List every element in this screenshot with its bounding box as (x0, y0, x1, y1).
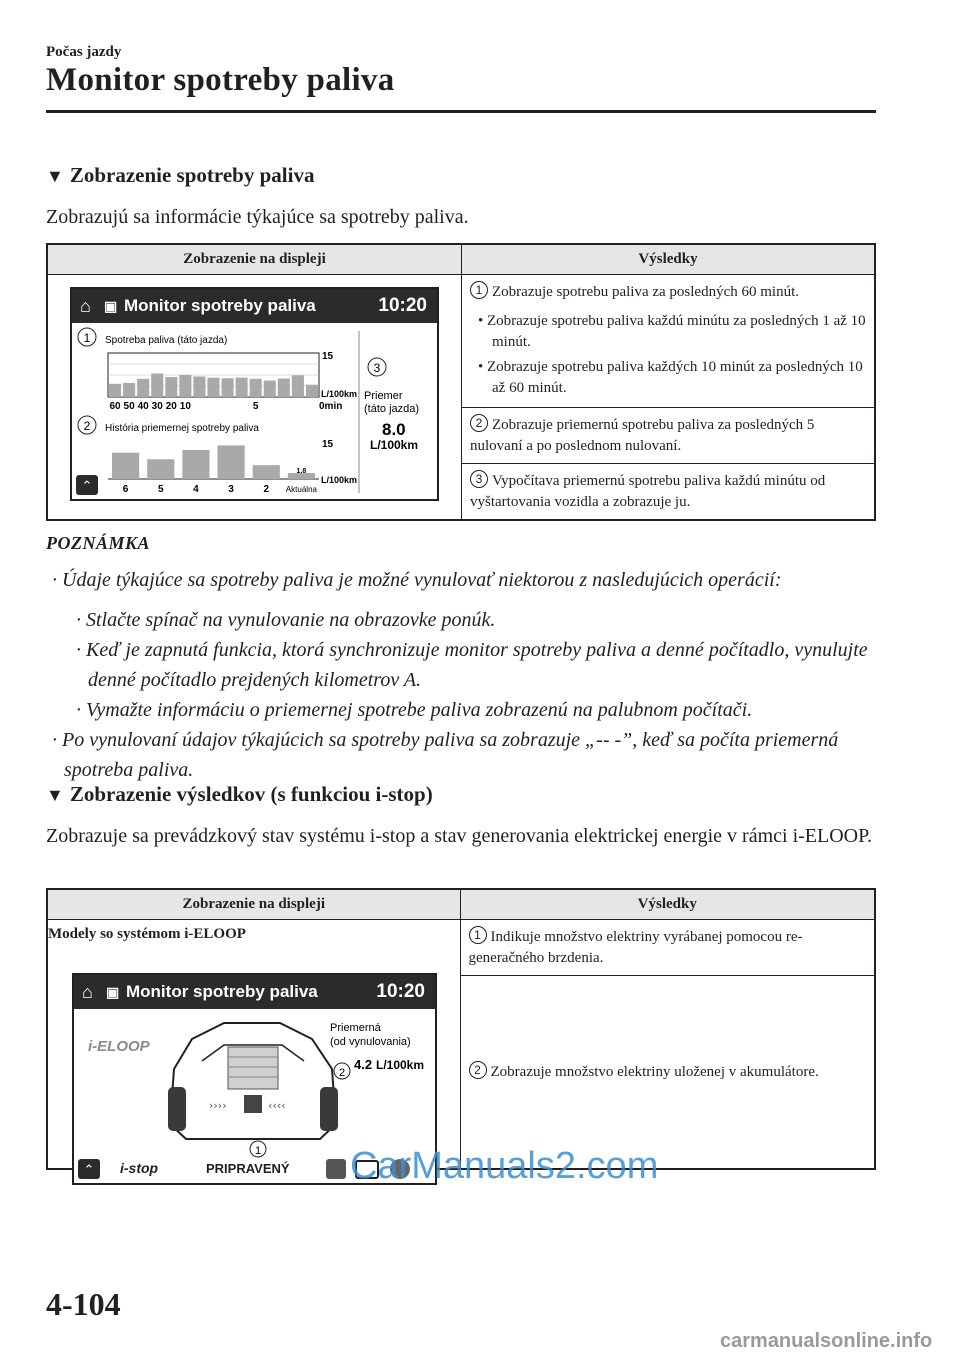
callout-2-text: 2 (83, 418, 91, 433)
wheel-left (168, 1087, 186, 1131)
num-1-icon: 1 (469, 926, 487, 944)
page-number: 4-104 (46, 1286, 121, 1322)
display-cell-2 (47, 919, 460, 1178)
bar (292, 375, 304, 397)
fuel-monitor-screen (70, 287, 439, 501)
bar (109, 383, 121, 396)
x-tick: 50 (123, 400, 135, 412)
history-bar (182, 450, 209, 479)
x-tick-2: 6 (122, 483, 129, 495)
y-unit-2: L/100km (321, 474, 358, 485)
history-bar (147, 459, 174, 479)
site-watermark: carmanualsonline.info (720, 1330, 933, 1352)
istop-table (46, 888, 876, 1178)
x-tick-2: 4 (193, 483, 199, 495)
avg-label-2: (táto jazda) (364, 402, 420, 415)
col-display: Zobrazenie na displeji (47, 244, 462, 274)
result-1-bullet-2: • Zobrazuje spotrebu paliva každých 10 minút za posledných 10 až 60 minút. (478, 358, 863, 396)
triangle-icon: ▼ (46, 785, 64, 805)
engine-icon (326, 1159, 346, 1179)
home-icon: ⌂ (80, 295, 91, 316)
avg-label-1: Priemerná (330, 1021, 381, 1034)
history-bar (253, 465, 280, 479)
avg-label-1: Priemer (364, 389, 403, 402)
history-bar (218, 445, 245, 479)
model-label: Modely so systémom i-ELOOP (48, 925, 246, 942)
flow-right-icon: ‹‹‹‹ (268, 1098, 286, 1112)
col-display: Zobrazenie na displeji (47, 889, 460, 919)
bar (236, 377, 248, 396)
watermark-logo: CarManuals2.com (350, 1145, 659, 1187)
chart-bottom (105, 423, 357, 495)
bar (137, 378, 149, 396)
result-4: 1 Indikuje množstvo elektriny vyrábanej pomocou regeneračného brzdenia. (460, 919, 875, 975)
avg-unit: L/100km (376, 1057, 425, 1072)
screen-title: Monitor spotreby paliva (124, 295, 316, 315)
screen-titlebar-2 (74, 975, 435, 1009)
y-max-label-2: 15 (322, 438, 334, 450)
x-tick: 40 (137, 400, 149, 412)
bar (207, 377, 219, 396)
screen-titlebar (72, 289, 437, 323)
section-label: Počas jazdy (46, 44, 122, 60)
screen-time: 10:20 (378, 294, 427, 316)
num-2-icon: 2 (469, 1061, 487, 1079)
screen-time-2: 10:20 (376, 980, 425, 1002)
section-heading-text: Zobrazenie výsledkov (s funkciou i-stop) (69, 782, 433, 806)
bar (179, 375, 191, 397)
col-results: Výsledky (462, 244, 876, 274)
section-heading-fuel (46, 163, 314, 188)
bar (278, 378, 290, 396)
monitor-icon: ▣ (106, 983, 120, 1000)
monitor-icon: ▣ (104, 297, 118, 314)
y-max-label: 15 (322, 350, 334, 362)
callout-1-text: 1 (83, 330, 91, 345)
x-tick-2: 2 (263, 483, 270, 495)
istop-logo: i-stop (120, 1159, 159, 1176)
x-tick-2: 5 (157, 483, 164, 495)
ready-label: PRIPRAVENÝ (206, 1160, 290, 1176)
x-zero-label: 0min (319, 400, 343, 412)
triangle-icon: ▼ (46, 166, 64, 186)
result-3: 3 Vypočítava priemernú spotrebu paliva každú minútu od vyštartovania vozidla a zobrazuje ju. (462, 463, 876, 520)
num-2-icon: 2 (470, 414, 488, 432)
callout-3-text: 3 (373, 360, 381, 375)
x-tick: 20 (165, 400, 177, 412)
bar (264, 380, 276, 396)
ieloop-logo: i-ELOOP (88, 1037, 150, 1055)
title-rule (46, 110, 876, 113)
result-1 (462, 274, 876, 407)
chevron-up-icon: ⌃ (83, 1162, 95, 1178)
y-unit: L/100km (321, 388, 358, 399)
fuel-chart (72, 323, 437, 499)
screen-title-2: Monitor spotreby paliva (126, 981, 318, 1001)
section-heading-text: Zobrazenie spotreby paliva (69, 163, 315, 187)
note-sub-1: · Stlačte spínač na vynulovanie na obrazovke ponúk. (76, 609, 496, 631)
battery-icon (244, 1095, 262, 1113)
chart-top (105, 335, 357, 412)
current-value: 1.8 (296, 467, 307, 475)
result-2: 2 Zobrazuje priemernú spotrebu paliva za posledných 5 nulovaní a po poslednom nulovaní. (462, 407, 876, 463)
capacitor-stack (228, 1047, 278, 1089)
home-icon: ⌂ (82, 981, 93, 1002)
callout-2-text: 2 (338, 1066, 346, 1079)
bar (193, 376, 205, 397)
display-cell (47, 274, 462, 520)
x-tick: 5 (252, 400, 259, 412)
chevron-up-icon: ⌃ (81, 478, 93, 494)
note-sub-3: · Vymažte informáciu o priemernej spotrebe paliva zobrazenú na palubnom počítači. (76, 699, 753, 721)
flow-left-icon: ›››› (209, 1098, 227, 1112)
x-tick: 30 (151, 400, 163, 412)
note-bullet-1: · Údaje týkajúce sa spotreby paliva je možné vynulovať niektorou z nasledujúcich operácií: (52, 569, 782, 591)
callout-1-text: 1 (254, 1144, 262, 1157)
intro-text: Zobrazujú sa informácie týkajúce sa spotreby paliva. (46, 206, 469, 228)
x-tick: 60 (109, 400, 121, 412)
note-title: POZNÁMKA (46, 533, 151, 553)
note-sub-2: · Keď je zapnutá funkcia, ktorá synchronizuje monitor spotreby paliva a denné počítadlo, vynulujte denné počítadlo prejdených kilometrov A. (76, 639, 868, 691)
avg-label-2: (od vynulovania) (330, 1035, 411, 1048)
chart-title: Spotreba paliva (táto jazda) (105, 334, 228, 346)
result-5: 2 Zobrazuje množstvo elektriny uloženej v akumulátore. (460, 975, 875, 1169)
avg-value: 8.0 (382, 419, 406, 439)
note-body (46, 565, 876, 785)
bar (306, 384, 318, 396)
history-bar (112, 452, 139, 478)
col-results: Výsledky (460, 889, 875, 919)
bar (250, 378, 262, 396)
avg-unit: L/100km (370, 437, 419, 452)
num-3-icon: 3 (470, 470, 488, 488)
bar (165, 377, 177, 397)
chart-title-2: História priemernej spotreby paliva (105, 422, 259, 434)
intro-text-2: Zobrazuje sa prevádzkový stav systému i-stop a stav generovania elektrickej energie v rámci i-ELOOP. (46, 825, 873, 847)
num-1-icon: 1 (470, 281, 488, 299)
x-tick-2: 3 (228, 483, 234, 495)
bar (222, 378, 234, 397)
wheel-right (320, 1087, 338, 1131)
current-label: Aktuálna (285, 484, 317, 494)
fuel-table (46, 243, 876, 521)
bar (123, 382, 135, 396)
result-1-title: Zobrazuje spotrebu paliva za posledných 60 minút. (492, 283, 799, 300)
bar (151, 373, 163, 396)
avg-value: 4.2 (354, 1056, 373, 1072)
result-1-bullet-1: • Zobrazuje spotrebu paliva každú minútu za posledných 1 až 10 minút. (478, 312, 866, 350)
section-heading-istop (46, 782, 433, 807)
note-bullet-2: · Po vynulovaní údajov týkajúcich sa spotreby paliva sa zobrazuje „-- -”, keď sa počíta priemerná spotreba paliva. (52, 729, 839, 781)
page-title: Monitor spotreby paliva (46, 62, 395, 98)
x-tick: 10 (179, 400, 191, 412)
